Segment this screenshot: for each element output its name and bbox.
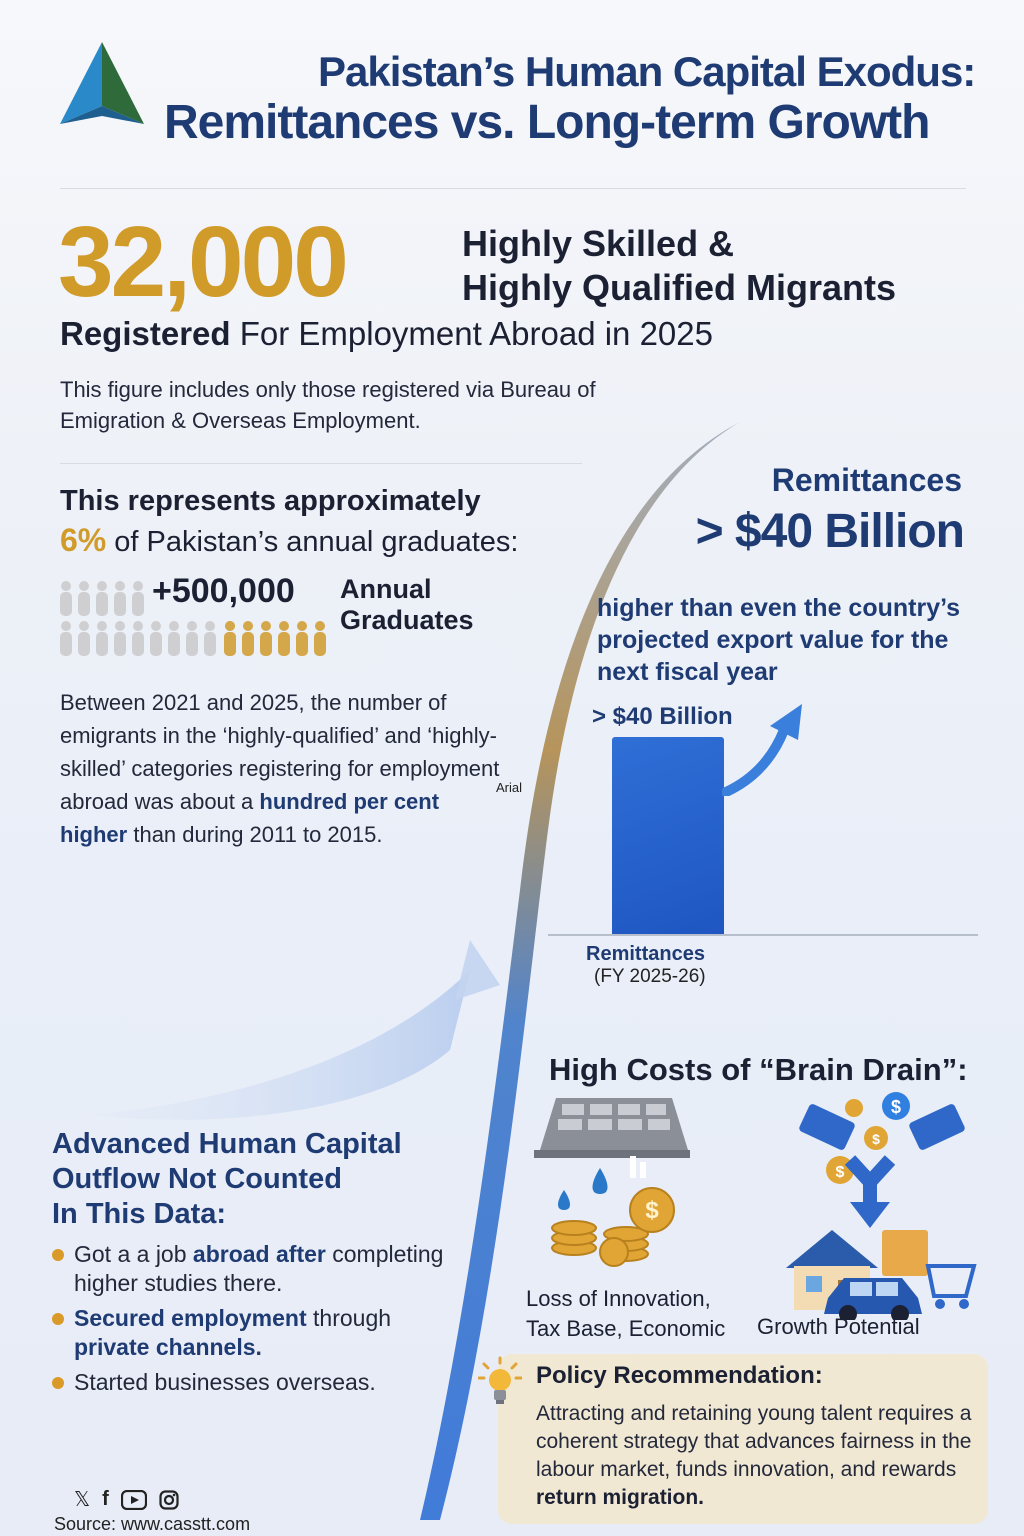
list-item [52,1240,452,1298]
loss-line2: Tax Base, Economic [526,1316,726,1341]
solar-panel-coins-icon [534,1098,694,1270]
stray-label: Arial [496,780,523,795]
list-item [52,1304,452,1362]
percent-value: 6% [60,522,107,558]
registered-rest: For Employment Abroad in 2025 [230,315,713,352]
bullet2-mid: through [306,1305,392,1331]
youtube-icon[interactable] [121,1490,147,1510]
list-item [52,1368,452,1397]
registered-bold: Registered [60,315,231,352]
remittances-bar [612,737,724,935]
migrants-label [462,222,896,310]
logo-triangle-icon [58,40,146,128]
growth-text-2: than during 2011 to 2015. [127,822,383,847]
bar-period-label: (FY 2025-26) [594,966,706,987]
svg-text:$: $ [890,1097,902,1117]
bullet1-text-b: completing higher studies there. [74,1241,444,1296]
graduates-label-line2: Graduates [340,605,474,635]
growth-text-1: Between 2021 and 2025, the number of emigrants in the ‘highly-qualified’ and ‘highly-skilled’ categories registering for employment abroad was about a [60,690,500,814]
bullet2-bold1: Secured employment [74,1305,307,1331]
migrants-number: 32,000 [58,206,346,318]
page-title-line1: Pakistan’s Human Capital Exodus: [318,48,976,95]
registration-note: This figure includes only those registered via Bureau of Emigration & Overseas Employment. [60,377,596,433]
bar-category-label: Remittances [586,943,705,965]
remittances-value: > $40 Billion [695,505,964,558]
migrants-label-line1: Highly Skilled & [462,223,735,264]
graduates-number: +500,000 [152,572,295,610]
growth-paragraph [60,686,510,851]
outflow-heading-line2: Outflow Not Counted [52,1163,342,1195]
outflow-heading-line1: Advanced Human Capital [52,1128,402,1160]
loss-line3: Growth Potential [757,1314,920,1339]
bullet1-bold: abroad after [192,1241,326,1267]
policy-text [536,1400,976,1512]
lightbulb-icon [478,1356,522,1408]
page-title-line2: Remittances vs. Long-term Growth [164,96,930,149]
graduates-label-line1: Annual [340,574,432,604]
svg-text:$: $ [872,1131,880,1147]
loss-line1: Loss of Innovation, [526,1286,711,1311]
instagram-icon[interactable] [159,1490,179,1510]
social-links [74,1487,179,1512]
x-icon[interactable]: 𝕏 [74,1489,91,1511]
percent-rest: of Pakistan’s annual graduates: [106,526,519,558]
migrants-label-line2: Highly Qualified Migrants [462,267,897,308]
money-house-car-icon [778,1090,982,1320]
bullet1-text-a: Got a a job [74,1241,193,1267]
outflow-list [52,1240,452,1403]
growth-text-bold: hundred per cent higher [60,789,440,847]
graduates-label [340,574,474,636]
outflow-heading [52,1127,402,1232]
chart-axis [548,934,978,936]
header-divider [60,188,966,189]
remittances-comparison: higher than even the country’s projected export value for the next fiscal year [597,594,961,686]
bullet2-bold2: private channels. [74,1334,262,1360]
remittances-heading: Remittances [771,462,962,498]
loss-text [526,1284,725,1344]
represents-heading: This represents approximately [60,485,481,517]
policy-text-body: Attracting and retaining young talent requires a coherent strategy that advances fairness in the labour market, funds innovation, and rewards [536,1402,972,1481]
bullet3-text: Started businesses overseas. [74,1369,376,1395]
source-credit: Source: www.casstt.com [54,1514,251,1534]
growth-arrow-icon [722,700,808,796]
svg-text:$: $ [645,1197,659,1224]
bar-value-label: > $40 Billion [592,703,733,730]
percent-line [60,522,518,559]
outflow-heading-line3: In This Data: [52,1198,227,1230]
policy-heading: Policy Recommendation: [536,1362,823,1389]
facebook-icon[interactable]: f [102,1488,109,1510]
registered-line [60,315,713,353]
policy-text-bold: return migration. [536,1486,705,1509]
brain-drain-heading: High Costs of “Brain Drain”: [549,1052,968,1087]
svg-text:$: $ [835,1164,845,1181]
